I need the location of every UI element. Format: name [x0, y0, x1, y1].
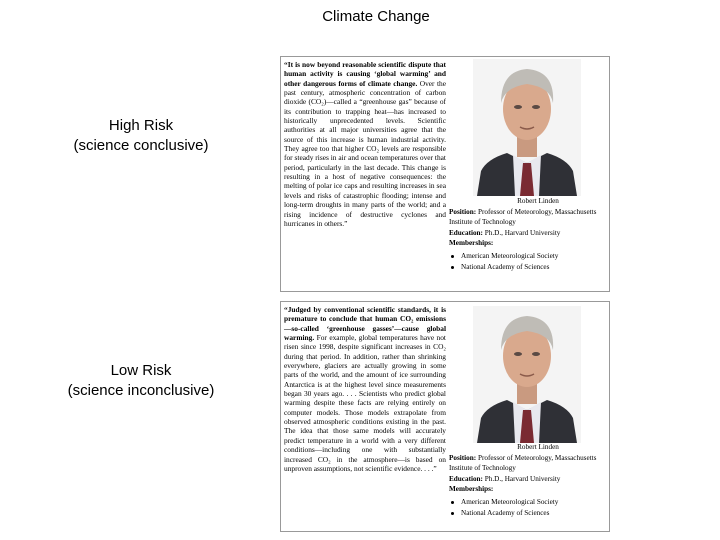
- education-line: Education: Ph.D., Harvard University: [449, 228, 561, 237]
- page-title: Climate Change: [322, 8, 430, 25]
- scientist-portrait: [473, 59, 581, 196]
- position-line: Position: Professor of Meteorology, Massachusetts Institute of Technology: [449, 207, 597, 227]
- low-risk-subtitle: (science inconclusive): [67, 382, 215, 399]
- scientist-portrait: [473, 306, 581, 443]
- high-risk-credentials: [449, 196, 609, 274]
- high-risk-title: High Risk: [108, 117, 174, 134]
- memberships-heading: Memberships:: [449, 485, 494, 494]
- memberships-list: [449, 251, 609, 274]
- low-risk-quote-body: For example, global temperatures have not risen since 1998, despite significant increases in CO₂ during that period. In addition, rather than shrinking everywhere, glaciers are actually growing in some parts of the world, and the amount of ice surrounding Antarctica is at the highest level since measurements began 30 years ago. . . . Scientists who predict global warming despite these facts are relying entirely on computer models. Those models extrapolate from observed atmospheric conditions existing in the past. The idea that those same models will accurately predict temperature in a world with a very different conditions—including one with substantially increased CO₂ in the atmosphere—is based on unproven assumptions, not scientific evidence. . . .”: [284, 333, 446, 473]
- membership-item: National Academy of Sciences: [461, 262, 609, 274]
- memberships-list: [449, 497, 609, 520]
- membership-item: American Meteorological Society: [461, 497, 609, 509]
- low-risk-quote: [284, 305, 446, 473]
- high-risk-quote-body: Over the past century, atmospheric concentration of carbon dioxide (CO₂)—called a “greenhouse gas” because of its contribution to trapping heat—has increased to historically unprecedented levels. Scientific authorities at all major universities agree that the source of this increase is human industrial activity. They agree too that higher CO₂ levels are responsible for steady rises in air and ocean temperatures over that period, particularly in the last decade. This change is resulting in a host of negative consequences: the melting of polar ice caps and resulting increases in sea levels and risks of catastrophic flooding; intense and long-term droughts in many parts of the world; and a rising incidence of destructive cyclones and hurricanes in others.”: [284, 78, 447, 228]
- high-risk-quote: [284, 60, 446, 228]
- education-line: Education: Ph.D., Harvard University: [449, 474, 561, 483]
- high-risk-card: [280, 56, 610, 292]
- low-risk-credentials: [449, 442, 609, 520]
- scientist-name: Robert Linden: [517, 443, 559, 451]
- position-line: Position: Professor of Meteorology, Massachusetts Institute of Technology: [449, 453, 597, 473]
- high-risk-label: [0, 116, 282, 156]
- low-risk-quote-lead: “Judged by conventional scientific standards, it is premature to conclude that human CO₂ emissions—so-called ‘greenhouse gasses’—cause global warming.: [284, 305, 446, 343]
- high-risk-subtitle: (science conclusive): [73, 137, 209, 154]
- low-risk-card: [280, 301, 610, 532]
- membership-item: American Meteorological Society: [461, 251, 609, 263]
- memberships-heading: Memberships:: [449, 239, 494, 248]
- membership-item: National Academy of Sciences: [461, 508, 609, 520]
- high-risk-quote-lead: “It is now beyond reasonable scientific dispute that human activity is causing ‘global warming’ and other dangerous forms of climate change.: [284, 60, 446, 88]
- scientist-name: Robert Linden: [517, 197, 559, 205]
- low-risk-label: [0, 361, 282, 401]
- low-risk-title: Low Risk: [110, 362, 172, 379]
